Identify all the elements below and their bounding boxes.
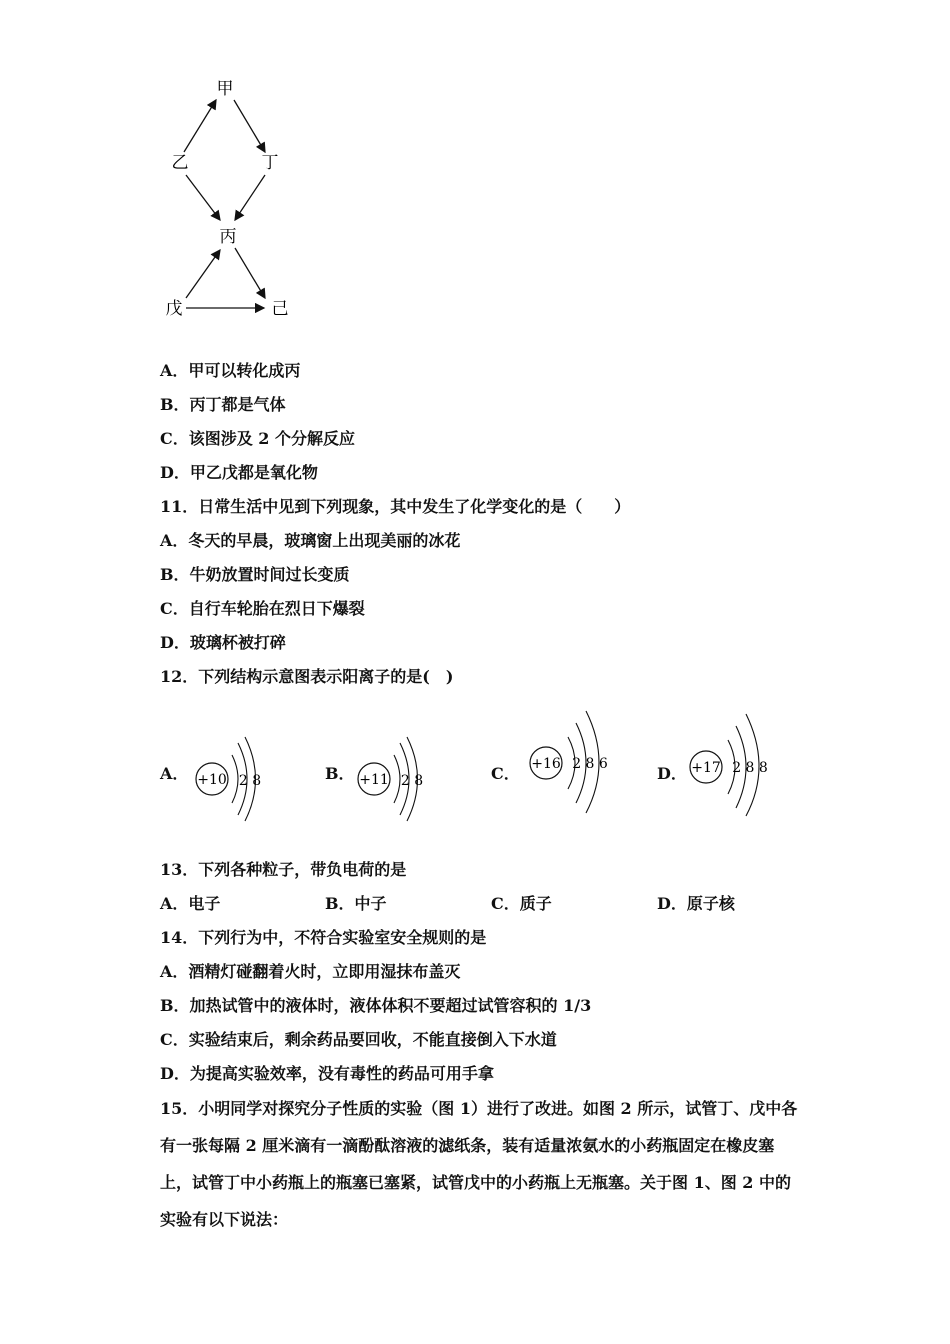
- q10-option-b: B．丙丁都是气体: [160, 395, 286, 414]
- q14-option-a: A．酒精灯碰翻着火时，立即用湿抹布盖灭: [160, 962, 461, 981]
- q12-option-a-letter: A．: [160, 764, 189, 783]
- q11-option-a: A．冬天的早晨，玻璃窗上出现美丽的冰花: [160, 531, 461, 550]
- q12-option-a-atom-diagram: [190, 735, 270, 825]
- electron-shell: [394, 755, 400, 803]
- q12-option-b-letter: B．: [325, 764, 355, 783]
- q14-option-d: D．为提高实验效率，没有毒性的药品可用手拿: [160, 1064, 494, 1083]
- arrow-bing-to-ji: [235, 248, 265, 298]
- q12-stem: 12．下列结构示意图表示阳离子的是( ): [160, 667, 454, 686]
- node-jia: 甲: [216, 79, 234, 99]
- q15-stem: 15．小明同学对探究分子性质的实验（图 1）进行了改进。如图 2 所示，试管丁、戊中各有一张每隔 2 厘米滴有一滴酚酞溶液的滤纸条，装有适量浓氨水的小药瓶固定在橡皮塞上，试管丁中小药瓶上的瓶塞已塞紧，试管戊中的小药瓶上无瓶塞。关于图 1、图 2 中的实验有以下说法：: [160, 1099, 798, 1229]
- nucleus-charge: +10: [197, 772, 227, 788]
- q10-option-c: C．该图涉及 2 个分解反应: [160, 429, 356, 448]
- q12-option-d-letter: D．: [657, 764, 687, 783]
- q12-option-c-letter: C．: [491, 764, 520, 783]
- q13-option-a: A．电子: [160, 894, 221, 913]
- q12-option-d-atom-diagram: [686, 708, 786, 818]
- nucleus-charge: +16: [531, 756, 561, 772]
- q11-stem: 11．日常生活中见到下列现象，其中发生了化学变化的是（ ）: [160, 497, 631, 516]
- arrow-yi-to-jia: [184, 100, 216, 152]
- arrow-ding-to-bing: [235, 175, 265, 220]
- node-bing: 丙: [219, 227, 237, 247]
- electron-counts: 2 8 8: [732, 760, 768, 776]
- electron-counts: 2 8: [400, 773, 424, 789]
- q10-option-a: A．甲可以转化成丙: [160, 361, 301, 380]
- transformation-diagram: [150, 70, 300, 330]
- q12-option-b-atom-diagram: [352, 735, 432, 825]
- q13-option-c: C．质子: [491, 894, 552, 913]
- arrow-wu-to-bing: [186, 250, 220, 298]
- arrow-yi-to-bing: [186, 175, 220, 220]
- q11-option-c: C．自行车轮胎在烈日下爆裂: [160, 599, 365, 618]
- q12-option-c-atom-diagram: [524, 705, 624, 815]
- q13-stem: 13．下列各种粒子，带负电荷的是: [160, 860, 407, 879]
- electron-counts: 2 8: [238, 773, 262, 789]
- q13-option-b: B．中子: [325, 894, 387, 913]
- nucleus-charge: +11: [359, 772, 389, 788]
- arrow-jia-to-ding: [234, 100, 265, 152]
- node-yi: 乙: [171, 153, 189, 173]
- q11-option-d: D．玻璃杯被打碎: [160, 633, 286, 652]
- node-ding: 丁: [261, 153, 279, 173]
- q13-option-d: D．原子核: [657, 894, 735, 913]
- q14-stem: 14．下列行为中，不符合实验室安全规则的是: [160, 928, 487, 947]
- q11-option-b: B．牛奶放置时间过长变质: [160, 565, 350, 584]
- q14-option-b: B．加热试管中的液体时，液体体积不要超过试管容积的 1/3: [160, 996, 592, 1015]
- node-ji: 己: [271, 299, 289, 319]
- q10-option-d: D．甲乙戊都是氧化物: [160, 463, 318, 482]
- node-wu: 戊: [165, 299, 183, 319]
- electron-shell: [232, 755, 238, 803]
- q14-option-c: C．实验结束后，剩余药品要回收，不能直接倒入下水道: [160, 1030, 557, 1049]
- nucleus-charge: +17: [691, 760, 721, 776]
- electron-counts: 2 8 6: [572, 756, 608, 772]
